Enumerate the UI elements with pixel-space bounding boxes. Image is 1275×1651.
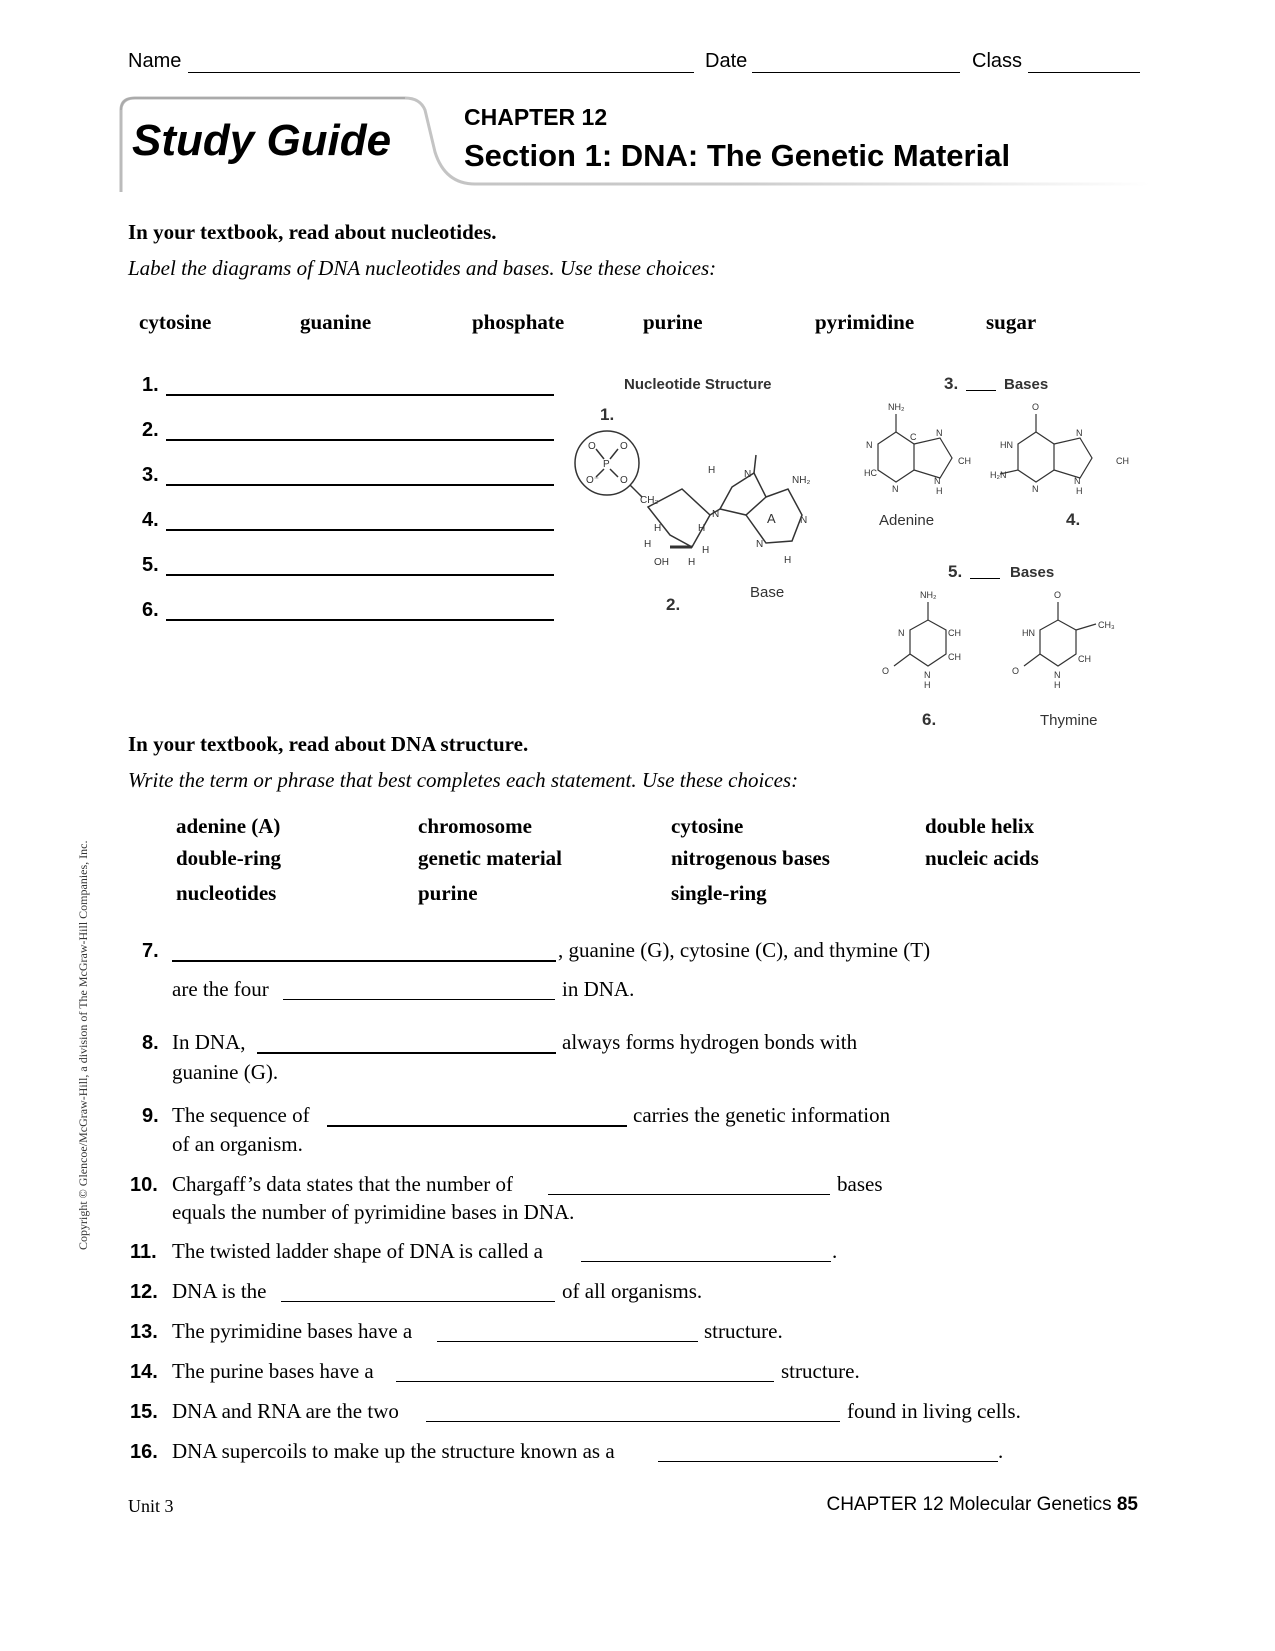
svg-text:N: N: [1032, 484, 1039, 494]
answer-number: 1.: [142, 374, 159, 396]
q10-text: bases: [837, 1172, 883, 1196]
q10-blank[interactable]: [548, 1194, 830, 1195]
svg-text:H: H: [688, 557, 696, 568]
svg-text:N: N: [744, 469, 752, 480]
bases-label-top: Bases: [1004, 376, 1049, 393]
svg-text:N: N: [800, 515, 808, 526]
q10-text: equals the number of pyrimidine bases in DNA.: [172, 1200, 575, 1224]
svg-text:O⁻: O⁻: [586, 475, 600, 486]
bases-blank-top: [966, 390, 996, 391]
choice-word: nucleotides: [176, 881, 277, 905]
choice-word: double helix: [925, 814, 1035, 838]
answer-number: 2.: [142, 419, 159, 441]
q13-blank[interactable]: [437, 1341, 698, 1342]
choice-word: cytosine: [671, 814, 744, 838]
choice-word: double-ring: [176, 846, 282, 870]
base-label: Base: [750, 584, 785, 601]
thymine-label: Thymine: [1040, 712, 1098, 729]
q11-text: The twisted ladder shape of DNA is called a: [172, 1239, 543, 1263]
q8-text: In DNA,: [172, 1030, 246, 1054]
question-number: 16.: [130, 1441, 158, 1463]
question-number: 13.: [130, 1321, 158, 1343]
svg-text:NH₂: NH₂: [792, 475, 811, 486]
svg-text:A: A: [767, 511, 776, 526]
part1-instruction: In your textbook, read about nucleotides.: [128, 220, 497, 244]
class-field[interactable]: [1028, 72, 1140, 73]
choice-word: chromosome: [418, 814, 532, 838]
q14-text: The purine bases have a: [172, 1359, 374, 1383]
svg-text:N: N: [1076, 428, 1083, 438]
svg-text:CH₃: CH₃: [1098, 620, 1115, 630]
q11-text: .: [832, 1239, 838, 1263]
nucleotide-title: Nucleotide Structure: [624, 376, 772, 393]
svg-text:O: O: [882, 666, 890, 676]
svg-text:H: H: [654, 523, 662, 534]
choice-word: purine: [643, 310, 703, 334]
svg-text:N: N: [1054, 670, 1061, 680]
q16-text: .: [998, 1439, 1004, 1463]
part2-directions: Write the term or phrase that best completes each statement. Use these choices:: [128, 768, 799, 792]
q12-blank[interactable]: [281, 1301, 555, 1302]
q13-text: structure.: [704, 1319, 783, 1343]
q7-text: , guanine (G), cytosine (C), and thymine (T): [558, 938, 931, 962]
choice-word: cytosine: [139, 310, 212, 334]
answer-line-5[interactable]: [166, 574, 554, 576]
question-number: 8.: [142, 1032, 159, 1054]
chapter-label: CHAPTER 12: [464, 104, 608, 130]
date-label: Date: [705, 50, 748, 72]
svg-text:H: H: [698, 523, 706, 534]
copyright-notice: Copyright © Glencoe/McGraw-Hill, a division of The McGraw-Hill Companies, Inc.: [76, 840, 90, 1250]
svg-text:H: H: [1054, 680, 1061, 690]
choice-word: genetic material: [418, 846, 563, 870]
svg-text:CH₂: CH₂: [640, 495, 659, 506]
bases-blank-bottom: [970, 578, 1000, 579]
diagram-label-4: 4.: [1066, 510, 1081, 529]
svg-text:CH: CH: [1078, 654, 1091, 664]
q9-text: carries the genetic information: [633, 1103, 891, 1127]
choice-word: guanine: [300, 310, 372, 334]
answer-line-1[interactable]: [166, 394, 554, 396]
q15-text: DNA and RNA are the two: [172, 1399, 399, 1423]
name-label: Name: [128, 50, 182, 72]
q8-text: guanine (G).: [172, 1060, 279, 1084]
choice-word: adenine (A): [176, 814, 281, 838]
choice-word: purine: [418, 881, 478, 905]
choice-word: nitrogenous bases: [671, 846, 830, 870]
svg-text:O: O: [620, 441, 628, 452]
answer-line-4[interactable]: [166, 529, 554, 531]
choice-word: pyrimidine: [815, 310, 915, 334]
svg-text:O: O: [620, 475, 628, 486]
svg-text:CH: CH: [948, 628, 961, 638]
choice-word: single-ring: [671, 881, 767, 905]
answer-line-3[interactable]: [166, 484, 554, 486]
name-field[interactable]: [188, 72, 694, 73]
q7-text: are the four: [172, 977, 269, 1001]
svg-text:HN: HN: [1022, 628, 1035, 638]
q7-blank-2[interactable]: [283, 999, 555, 1000]
q14-blank[interactable]: [396, 1381, 774, 1382]
q13-text: The pyrimidine bases have a: [172, 1319, 413, 1343]
q15-blank[interactable]: [426, 1421, 840, 1422]
svg-text:H: H: [936, 486, 943, 496]
svg-text:H: H: [784, 555, 792, 566]
svg-text:H: H: [924, 680, 931, 690]
diagram-label-5: 5.: [948, 562, 963, 581]
bases-label-bottom: Bases: [1010, 564, 1055, 581]
svg-text:P: P: [603, 459, 610, 470]
svg-text:NH₂: NH₂: [888, 402, 905, 412]
footer-chapter-text: CHAPTER 12 Molecular Genetics: [826, 1494, 1112, 1515]
nucleotide-structure-icon: [570, 425, 830, 585]
answer-number: 4.: [142, 509, 159, 531]
q7-text: in DNA.: [562, 977, 635, 1001]
q9-text: The sequence of: [172, 1103, 310, 1127]
pyrimidine-bases-icon: [870, 586, 1140, 696]
q14-text: structure.: [781, 1359, 860, 1383]
svg-text:H: H: [1076, 486, 1083, 496]
svg-text:HN: HN: [1000, 440, 1013, 450]
svg-text:O: O: [1032, 402, 1040, 412]
svg-text:N: N: [1074, 476, 1081, 486]
svg-text:NH₂: NH₂: [920, 590, 937, 600]
part1-directions: Label the diagrams of DNA nucleotides and bases. Use these choices:: [128, 256, 717, 280]
svg-text:CH: CH: [948, 652, 961, 662]
svg-text:N: N: [866, 440, 873, 450]
svg-text:N: N: [934, 476, 941, 486]
svg-text:CH: CH: [958, 456, 971, 466]
svg-text:H: H: [644, 539, 652, 550]
diagram-label-2: 2.: [666, 595, 681, 614]
purine-bases-icon: [860, 400, 1140, 510]
footer-chapter: [826, 1494, 1138, 1516]
svg-text:HC: HC: [864, 468, 877, 478]
part2-instruction: In your textbook, read about DNA structure.: [128, 732, 529, 756]
svg-text:N: N: [898, 628, 905, 638]
answer-number: 3.: [142, 464, 159, 486]
svg-text:N: N: [712, 509, 720, 520]
section-title: Section 1: DNA: The Genetic Material: [464, 138, 1011, 173]
svg-text:C: C: [910, 432, 917, 442]
svg-text:H₂N: H₂N: [990, 470, 1007, 480]
q16-text: DNA supercoils to make up the structure known as a: [172, 1439, 615, 1463]
q12-text: DNA is the: [172, 1279, 267, 1303]
q8-blank[interactable]: [257, 1052, 556, 1054]
svg-text:O: O: [1054, 590, 1062, 600]
svg-text:N: N: [924, 670, 931, 680]
question-number: 9.: [142, 1105, 159, 1127]
answer-number: 5.: [142, 554, 159, 576]
diagram-label-3: 3.: [944, 374, 959, 393]
svg-text:N: N: [756, 539, 764, 550]
choice-word: phosphate: [472, 310, 565, 334]
q12-text: of all organisms.: [562, 1279, 703, 1303]
page-number: 85: [1116, 1494, 1138, 1515]
svg-text:N: N: [936, 428, 943, 438]
answer-line-6[interactable]: [166, 619, 554, 621]
date-field[interactable]: [752, 72, 960, 73]
footer-unit: Unit 3: [128, 1496, 174, 1516]
diagram-label-6: 6.: [922, 710, 937, 729]
choice-word: nucleic acids: [925, 846, 1039, 870]
q9-text: of an organism.: [172, 1132, 303, 1156]
svg-text:N: N: [892, 484, 899, 494]
q11-blank[interactable]: [581, 1261, 831, 1262]
q7-blank-1[interactable]: [172, 960, 556, 962]
question-number: 7.: [142, 940, 159, 962]
class-label: Class: [972, 50, 1023, 72]
choice-word: sugar: [986, 310, 1037, 334]
answer-number: 6.: [142, 599, 159, 621]
diagram-label-1: 1.: [600, 405, 615, 424]
svg-text:H: H: [702, 545, 710, 556]
answer-line-2[interactable]: [166, 439, 554, 441]
question-number: 11.: [130, 1241, 157, 1263]
q10-text: Chargaff’s data states that the number of: [172, 1172, 513, 1196]
adenine-label: Adenine: [879, 512, 935, 529]
q8-text: always forms hydrogen bonds with: [562, 1030, 858, 1054]
q16-blank[interactable]: [658, 1461, 998, 1462]
question-number: 14.: [130, 1361, 158, 1383]
svg-text:O: O: [588, 441, 596, 452]
question-number: 10.: [130, 1174, 158, 1196]
svg-text:CH: CH: [1116, 456, 1129, 466]
q15-text: found in living cells.: [847, 1399, 1021, 1423]
q9-blank[interactable]: [327, 1125, 627, 1127]
question-number: 15.: [130, 1401, 158, 1423]
svg-text:OH: OH: [654, 557, 669, 568]
svg-text:O: O: [1012, 666, 1020, 676]
study-guide-title: Study Guide: [132, 116, 392, 165]
svg-text:H: H: [708, 465, 716, 476]
question-number: 12.: [130, 1281, 158, 1303]
